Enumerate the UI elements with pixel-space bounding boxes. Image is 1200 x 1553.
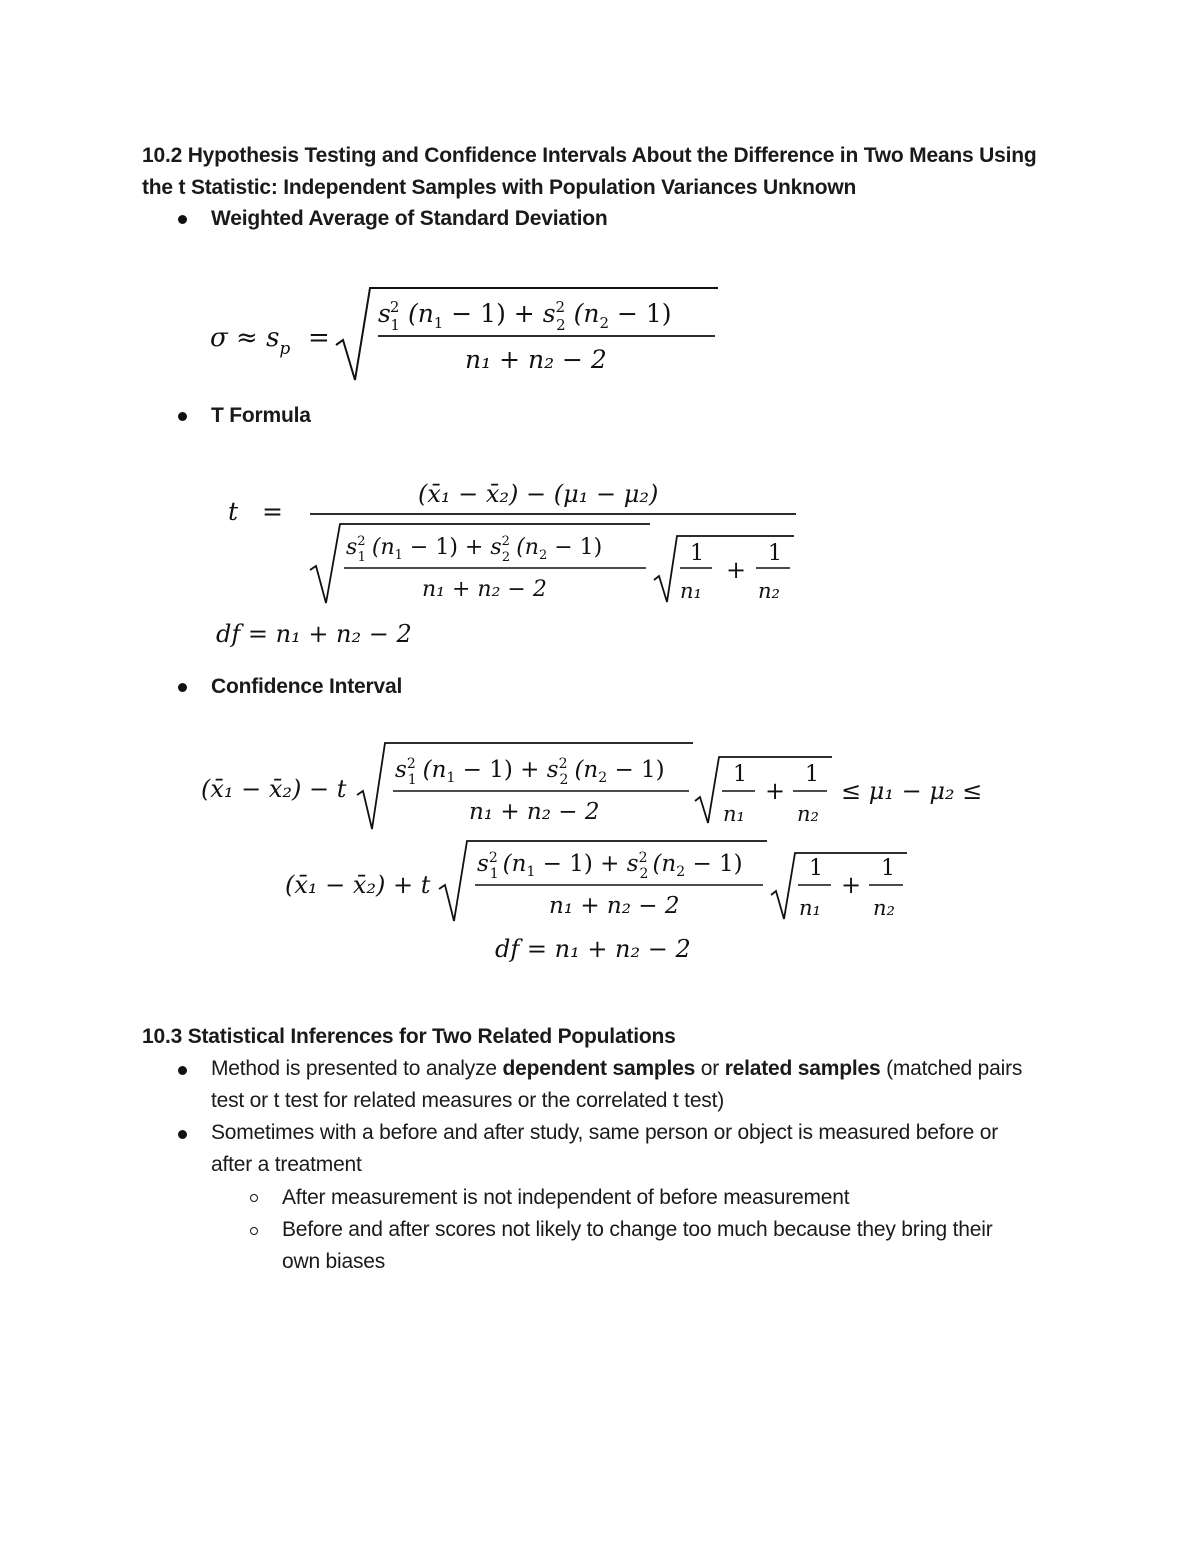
section-10-3-title: 10.3 Statistical Inferences for Two Related Populations — [142, 1025, 676, 1048]
plus-sign: + — [726, 556, 747, 584]
bullet-t-formula: T Formula — [211, 404, 311, 427]
n1-denominator: n₁ — [799, 896, 821, 920]
one-numerator: 1 — [881, 856, 895, 881]
section-10-2-title-line1: 10.2 Hypothesis Testing and Confidence Intervals About the Difference in Two Means Using — [142, 144, 1037, 167]
sub-bullet-scores-line2: own biases — [282, 1250, 386, 1273]
one-numerator: 1 — [733, 762, 747, 787]
df-line-2: df = n₁ + n₂ − 2 — [495, 935, 691, 963]
t-inner-denominator: n₁ + n₂ − 2 — [422, 577, 547, 602]
t-statistic-formula — [210, 470, 810, 660]
bullet-dot — [178, 683, 187, 692]
t-inner-numerator: $s^2$ 1 $(n_1 - 1) + s^2$ 2 $(n_2 - 1)$ — [346, 534, 603, 565]
t-lhs: t — [228, 497, 239, 526]
t-numerator: (x̄₁ − x̄₂) − (μ₁ − μ₂) — [418, 480, 659, 508]
confidence-interval-formula — [195, 735, 1015, 970]
ci-lhs-minus: (x̄₁ − x̄₂) − t — [201, 775, 347, 803]
bullet-dot — [178, 412, 187, 421]
pooled-sd-formula — [200, 270, 740, 390]
bullet-dot — [178, 215, 187, 224]
ci-inner-numerator-2: $s^2$ 1 $(n_1 - 1) + s^2$ 2 $(n_2 - 1)$ — [477, 850, 743, 882]
bullet-method-line2: test or t test for related measures or the correlated t test) — [211, 1089, 725, 1112]
n2-denominator: n₂ — [873, 896, 895, 920]
n1-denominator: n₁ — [723, 802, 745, 826]
n1-denominator: n₁ — [680, 579, 702, 603]
equals-sign: = — [308, 323, 330, 353]
bullet-before-after-line1: Sometimes with a before and after study, same person or object is measured before or — [211, 1121, 999, 1144]
one-numerator: 1 — [805, 762, 819, 787]
ci-inner-numerator: $s^2$ 1 $(n_1 - 1) + s^2$ 2 $(n_2 - 1)$ — [395, 756, 665, 788]
one-numerator: 1 — [690, 541, 704, 566]
plus-sign: + — [841, 871, 862, 899]
sub-bullet-ring — [250, 1227, 258, 1235]
sub-bullet-scores-line1: Before and after scores not likely to change too much because they bring their — [282, 1218, 993, 1241]
ci-inner-denominator: n₁ + n₂ − 2 — [469, 799, 600, 825]
df-line: df = n₁ + n₂ − 2 — [216, 620, 412, 648]
n2-denominator: n₂ — [797, 802, 819, 826]
pooled-numerator: s2 1 $(n_1 - 1) + s^2$ 2 $(n_2 - 1)$ — [378, 298, 672, 334]
bullet-before-after-line2: after a treatment — [211, 1153, 362, 1176]
sigma-lhs: $\sigma \approx s_p$ — [210, 323, 291, 359]
bullet-dot — [178, 1066, 187, 1075]
ci-middle-inequality: ≤ μ₁ − μ₂ ≤ — [841, 777, 983, 805]
pooled-denominator: n₁ + n₂ − 2 — [465, 345, 607, 374]
bullet-weighted-average: Weighted Average of Standard Deviation — [211, 207, 608, 230]
one-numerator: 1 — [768, 541, 782, 566]
bullet-dot — [178, 1130, 187, 1139]
sub-bullet-ring — [250, 1194, 258, 1202]
bullet-method-line1: Method is presented to analyze dependent samples or related samples (matched pairs — [211, 1057, 1023, 1080]
sub-bullet-after-measurement: After measurement is not independent of before measurement — [282, 1186, 850, 1209]
bullet-confidence-interval: Confidence Interval — [211, 675, 403, 698]
ci-lhs-plus: (x̄₁ − x̄₂) + t — [285, 871, 431, 899]
section-10-2-title-line2: the t Statistic: Independent Samples with Population Variances Unknown — [142, 176, 857, 199]
equals-sign: = — [262, 497, 283, 526]
one-numerator: 1 — [809, 856, 823, 881]
plus-sign: + — [765, 777, 786, 805]
ci-inner-denominator-2: n₁ + n₂ − 2 — [549, 893, 680, 919]
n2-denominator: n₂ — [758, 579, 780, 603]
